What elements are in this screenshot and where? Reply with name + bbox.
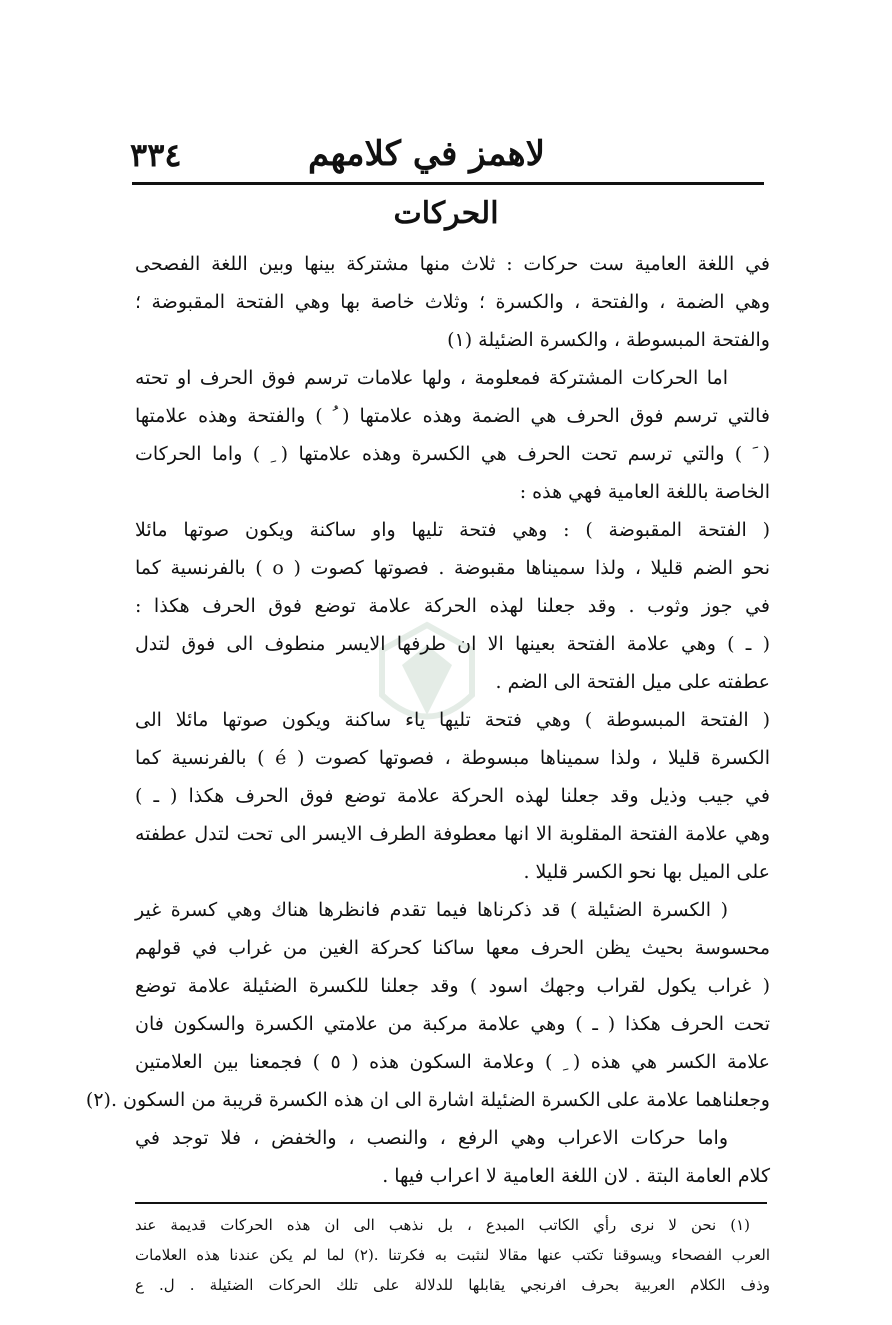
body-line: على الميل بها نحو الكسر قليلا .: [523, 861, 770, 883]
body-text: [85, 245, 771, 1195]
body-line: تحت الحرف هكذا ( ـ ) وهي علامة مركبة من علامتي الكسرة والسكون فان: [135, 1013, 770, 1035]
body-line: ( غراب يكول لقراب وجهك اسود ) وقد جعلنا للكسرة الضئيلة علامة توضع: [135, 975, 770, 997]
body-line: الكسرة قليلا ، ولذا سميناها مبسوطة ، فصوتها كصوت ( é ) بالفرنسية كما: [135, 747, 770, 769]
body-line: واما حركات الاعراب وهي الرفع ، والنصب ، والخفض ، فلا توجد في: [135, 1127, 728, 1149]
body-line: علامة الكسر هي هذه ( ِ ) وعلامة السكون هذه ( ٥ ) فجمعنا بين العلامتين: [135, 1051, 770, 1073]
footnote-line: وذف الكلام العربية بحرف افرنجي يقابلها للدلالة على تلك الحركات الضئيلة . ل. ع: [135, 1276, 770, 1294]
body-line: وجعلناهما علامة على الكسرة الضئيلة اشارة الى ان هذه الكسرة قريبة من السكون .(٢): [85, 1089, 770, 1111]
body-line: في جيب وذيل وقد جعلنا لهذه الحركة علامة توضع فوق الحرف هكذا ( ـ ): [135, 785, 770, 807]
body-line: محسوسة بحيث يظن الحرف معها ساكنا كحركة الغين من غراب في قولهم: [135, 937, 770, 959]
body-line: وهي الضمة ، والفتحة ، والكسرة ؛ وثلاث خاصة بها وهي الفتحة المقبوضة ؛: [135, 291, 770, 313]
running-title: لاهمز في كلامهم: [308, 134, 545, 174]
body-line: الخاصة باللغة العامية فهي هذه :: [519, 481, 770, 503]
body-line: وهي علامة الفتحة المقلوبة الا انها معطوفة الطرف الايسر الى تحت لتدل عطفته: [135, 823, 770, 845]
body-line: ( الفتحة المبسوطة ) وهي فتحة تليها ياء ساكنة ويكون صوتها مائلا الى: [135, 709, 770, 731]
body-line: ( َ ) والتي ترسم تحت الحرف هي الكسرة وهذه علامتها ( ِ ) واما الحركات: [135, 443, 770, 465]
body-line: في جوز وثوب . وقد جعلنا لهذه الحركة علامة توضع فوق الحرف هكذا :: [135, 595, 770, 617]
body-line: ( الكسرة الضئيلة ) قد ذكرناها فيما تقدم فانظرها هناك وهي كسرة غير: [135, 899, 728, 921]
body-line: فالتي ترسم فوق الحرف هي الضمة وهذه علامتها ( ُ ) والفتحة وهذه علامتها: [135, 405, 770, 427]
body-line: ( ـ ) وهي علامة الفتحة بعينها الا ان طرفها الايسر منطوف الى فوق لتدل: [135, 633, 770, 655]
footnotes: [135, 1210, 770, 1300]
section-title: الحركات: [393, 196, 499, 231]
body-line: والفتحة المبسوطة ، والكسرة الضئيلة (١): [447, 329, 770, 351]
body-line: ( الفتحة المقبوضة ) : وهي فتحة تليها واو ساكنة ويكون صوتها مائلا: [135, 519, 770, 541]
body-line: نحو الضم قليلا ، ولذا سميناها مقبوضة . فصوتها كصوت ( o ) بالفرنسية كما: [135, 557, 771, 579]
footnote-rule: [135, 1202, 767, 1204]
footnote-line: (١) نحن لا نرى رأي الكاتب المبدع ، بل نذهب الى ان هذه الحركات قديمة عند: [135, 1216, 750, 1234]
page-header: [130, 130, 770, 178]
footnote-line: العرب الفصحاء ويسوقنا تكتب عنها مقالا لنثبت به فكرتنا .(٢) لما لم يكن عندنا هذه العلامات: [135, 1246, 770, 1264]
body-line: اما الحركات المشتركة فمعلومة ، ولها علامات ترسم فوق الحرف او تحته: [135, 367, 728, 389]
body-line: كلام العامة البتة . لان اللغة العامية لا اعراب فيها .: [382, 1165, 770, 1187]
header-rule: [132, 182, 764, 185]
body-line: في اللغة العامية ست حركات : ثلاث منها مشتركة بينها وبين اللغة الفصحى: [135, 253, 770, 275]
body-line: عطفته على ميل الفتحة الى الضم .: [495, 671, 770, 693]
page-number: ٣٣٤: [130, 136, 182, 174]
